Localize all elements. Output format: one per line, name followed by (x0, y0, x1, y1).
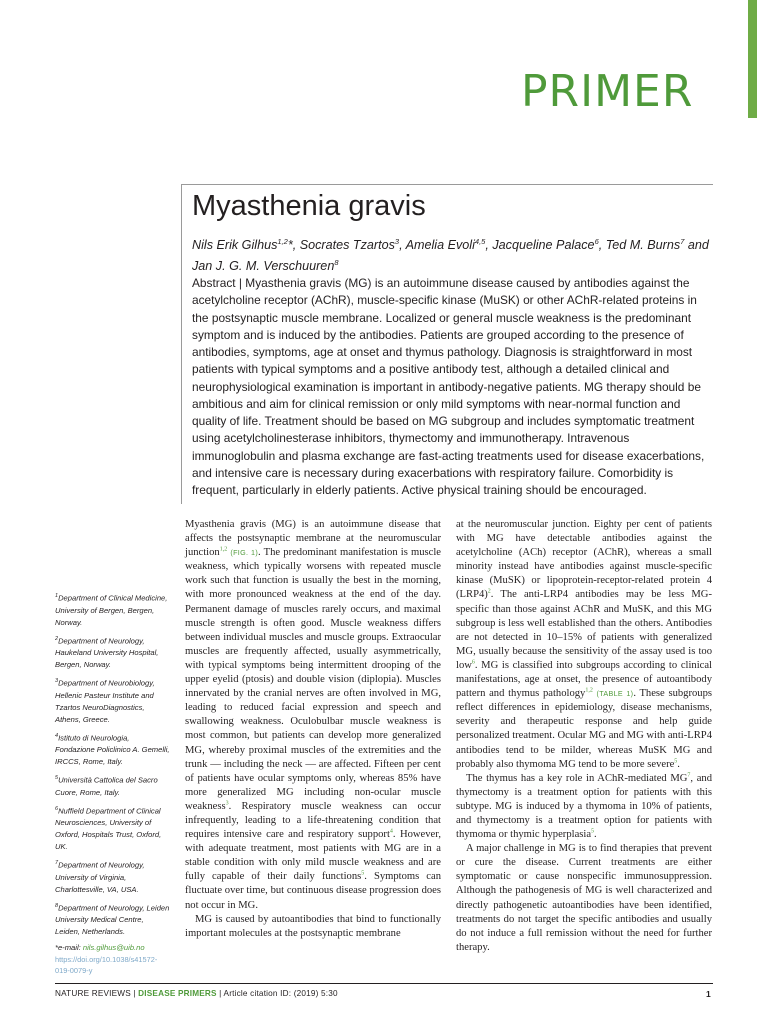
author: Socrates Tzartos$^3$, (299, 237, 406, 253)
body-paragraph: MG is caused by autoantibodies that bind to functionally important molecules at the postsynaptic membrane (185, 913, 441, 939)
body-column-right (456, 518, 712, 955)
article-title: Myasthenia gravis (192, 190, 426, 222)
author: and Jan J. G. M. Verschuuren$^8$ (192, 238, 709, 274)
title-rule-vertical (181, 184, 182, 504)
body-paragraph: A major challenge in MG is to find therapies that prevent or cure the disease. Current treatments are either symptomatic or cause nonspecific immunosuppression. Although the pathogenesis of MG is well characterized and directly pathogenetic autoantibodies have been identified, treatments do not target the specific antibodies and usually do not induce a full remission without the need for further therapy. (456, 843, 712, 953)
affiliation: $^3$Department of Neurobiology, Hellenic Pasteur Institute and Tzartos NeuroDiagnostics, Athens, Greece. (55, 678, 155, 724)
footer-rule (55, 983, 713, 984)
section-accent-bar (748, 0, 757, 118)
section-label: PRIMER (521, 66, 694, 117)
affiliation: $^7$Department of Neurology, University of Virginia, Charlottesville, VA, USA. (55, 860, 145, 894)
body-paragraph: Myasthenia gravis (MG) is an autoimmune disease that affects the postsynaptic membrane at the neuromuscular junction$^{1,2}$ (FIG. 1). The predominant manifestation is muscle weakness, which typically worsens with repeated muscle work such that function is usually the best in the morning, with more pronounced weakness at the end of the day. Permanent damage of muscles rarely occurs, and maximal muscle strength is often good. Muscle weakness differs between individual muscles and muscle groups. Extraocular muscles are frequently affected, usually asymmetrically, with typical symptoms being intermittent drooping of the upper eyelid (ptosis) and double vision (diplopia). Muscles innervated by the cranial nerves are often involved in MG, leading to reduced facial expression and speech and swallowing weakness. Oculobulbar muscle weakness is most common, but patients can develop more generalized MG, whereby proximal muscles of the extremities and the trunk — including the neck — are affected. Fifteen per cent of patients have ocular symptoms only, whereas 85% have more generalized MG including non-ocular muscle weakness$^3$. Respiratory muscle weakness can occur infrequently, leading to a life-threatening condition that requires intensive care and respiratory support$^4$. However, with adequate treatment, most patients with MG are in a stable condition with only mild muscle weakness and are fully capable of their daily functions$^5$. Symptoms can fluctuate over time, but continuous disease progression does not occur in MG. (185, 519, 441, 911)
abstract: Abstract | Myasthenia gravis (MG) is an autoimmune disease caused by antibodies against the acetylcholine receptor (AChR), muscle-specific kinase (MuSK) or other AChR-related proteins in the postsynaptic muscle membrane. Localized or general muscle weakness is the predominant symptom and is induced by the antibodies. Patients are grouped according to the presence of antibodies, symptoms, age at onset and thymus pathology. Diagnosis is straightforward in most patients with typical symptoms and a positive antibody test, although a detailed clinical and neurophysiological examination is important in antibody-negative patients. MG therapy should be ambitious and aim for clinical remission or only mild symptoms with near-normal function and quality of life. Treatment should be based on MG subgroup and includes symptomatic treatment using acetylcholinesterase inhibitors, thymectomy and immunotherapy. Intravenous immunoglobulin and plasma exchange are fast-acting treatments used for disease exacerbations, and intensive care is necessary during exacerbations with respiratory failure. Comorbidity is frequent, particularly in elderly patients. Active physical training should be encouraged. (192, 276, 705, 497)
affiliation: $^2$Department of Neurology, Haukeland University Hospital, Bergen, Norway. (55, 635, 159, 670)
page-number: 1 (706, 989, 711, 999)
footer: NATURE REVIEWS | DISEASE PRIMERS | Article citation ID: (2019) 5:30 (55, 989, 338, 998)
author-list (192, 233, 712, 275)
affiliation: $^8$Department of Neurology, Leiden University Medical Centre, Leiden, Netherlands. (55, 902, 170, 937)
figure-ref-link[interactable]: (FIG. 1) (230, 548, 259, 558)
title-rule-horizontal (181, 184, 713, 185)
affiliation: $^1$Department of Clinical Medicine, University of Bergen, Bergen, Norway. (55, 593, 168, 627)
affiliation: $^6$Nuffield Department of Clinical Neurosciences, University of Oxford, Hospitals Trust, Oxford, UK. (55, 805, 162, 852)
body-paragraph: at the neuromuscular junction. Eighty per cent of patients with MG have detectable antibodies against the acetylcholine (ACh) receptor (AChR), whereas a small minority instead have antibodies against muscle-specific kinase (MuSK) or lipoprotein-receptor-related protein 4 (LRP4)$^2$. The anti-LRP4 antibodies may be less MG-specific than those against AChR and MuSK, and this MG subgroup is less well established than the others. Antibodies are not detected in 10–15% of patients with generalized MG, usually because the sensitivity of the assay used is too low$^6$. MG is classified into subgroups according to clinical manifestations, age at onset, the presence of autoantibody pattern and thymus pathology$^{1,2}$ (TABLE 1). These subgroups reflect differences in epidemiology, disease mechanisms, severity and therapeutic response and help guide personalized treatment. Ocular MG and MG with anti-LRP4 antibodies tend to be milder, whereas MuSK MG and probably also thymoma MG tend to be more severe$^5$. (456, 519, 712, 770)
body-paragraph: The thymus has a key role in AChR-mediated MG$^7$, and thymectomy is a treatment option for patients with this subtype. MG is induced by a thymoma in 10% of patients, and thymectomy is a treatment option for patients with thymoma or thymic hyperplasia$^5$. (456, 772, 712, 841)
author: Nils Erik Gilhus$^{1,2}$*, (192, 237, 300, 253)
table-ref-link[interactable]: (TABLE 1) (596, 689, 634, 699)
affiliation: $^4$Istituto di Neurologia, Fondazione Policlinico A. Gemelli, IRCCS, Rome, Italy. (55, 732, 170, 767)
doi-link[interactable]: https://doi.org/10.1038/s41572-019-0079-y (55, 955, 158, 976)
author: Amelia Evoli$^{4,5}$, (405, 237, 493, 253)
email-link[interactable]: nils.gilhus@uib.no (82, 943, 145, 953)
author: Jacqueline Palace$^6$, (492, 237, 606, 253)
body-column-left (185, 518, 441, 941)
affiliations (55, 590, 170, 976)
corresponding-email: *e-mail: nils.gilhus@uib.no (55, 943, 145, 953)
author: Ted M. Burns$^7$ (605, 237, 685, 253)
affiliation: $^5$Università Cattolica del Sacro Cuore, Rome, Italy. (55, 775, 158, 797)
